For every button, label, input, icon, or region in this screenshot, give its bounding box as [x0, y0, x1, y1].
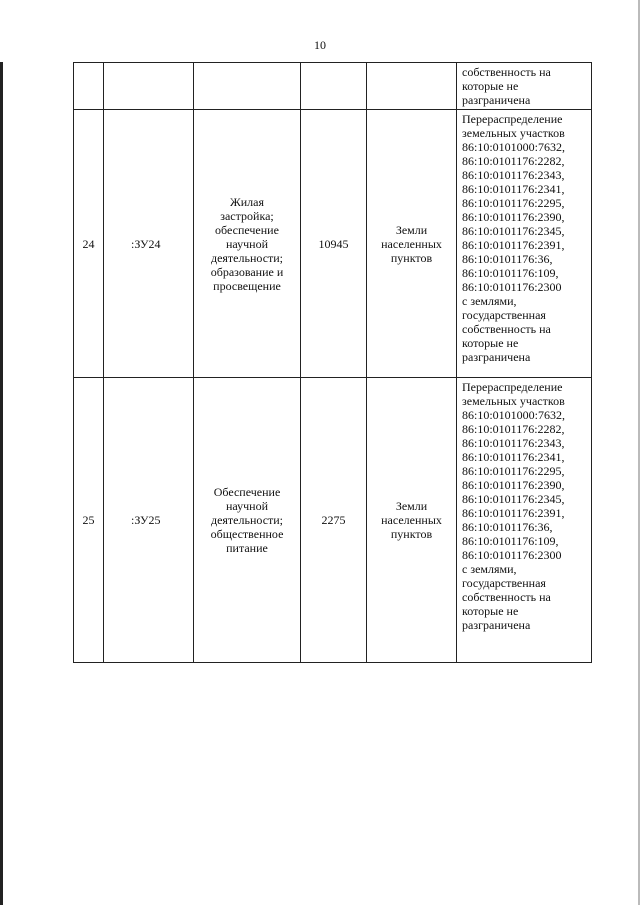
permitted-use — [194, 378, 301, 663]
plot-area: 10945 — [301, 110, 367, 378]
land-category — [367, 110, 457, 378]
formation-method-text: Перераспределение земельных участков 86:10:0101000:7632, 86:10:0101176:2282, 86:10:0101176:2343, 86:10:0101176:2341, 86:10:0101176:2295, 86:10:0101176:2390, 86:10:0101176:2345, 86:10:0101176:2391, 86:10:0101176:36, 86:10:0101176:109, 86:10:0101176:2300 с землями, государственная собственность на которые не разграничена — [462, 112, 566, 364]
cell-category — [367, 63, 457, 110]
permitted-use — [194, 110, 301, 378]
cell-description — [457, 63, 592, 110]
permitted-use-text: Обеспечение научной деятельности; общественное питание — [210, 485, 284, 555]
formation-method — [457, 378, 592, 663]
table-row — [74, 378, 592, 663]
continuation-text: собственность на которые не разграничена — [462, 65, 551, 107]
page-number: 10 — [314, 38, 326, 52]
land-category-text: Земли населенных пунктов — [381, 499, 442, 541]
permitted-use-text: Жилая застройка; обеспечение научной деятельности; образование и просвещение — [210, 194, 284, 293]
land-category — [367, 378, 457, 663]
table-row-continuation — [74, 63, 592, 110]
binding-edge — [0, 62, 3, 905]
plot-code: :ЗУ24 — [104, 110, 194, 378]
formation-method — [457, 110, 592, 378]
cell-use — [194, 63, 301, 110]
land-plot-table — [73, 62, 592, 663]
table-row — [74, 110, 592, 378]
plot-code: :ЗУ25 — [104, 378, 194, 663]
row-number: 25 — [74, 378, 104, 663]
row-number: 24 — [74, 110, 104, 378]
cell-code — [104, 63, 194, 110]
cell-num — [74, 63, 104, 110]
land-category-text: Земли населенных пунктов — [381, 222, 442, 265]
plot-area: 2275 — [301, 378, 367, 663]
formation-method-text: Перераспределение земельных участков 86:10:0101000:7632, 86:10:0101176:2282, 86:10:0101176:2343, 86:10:0101176:2341, 86:10:0101176:2295, 86:10:0101176:2390, 86:10:0101176:2345, 86:10:0101176:2391, 86:10:0101176:36, 86:10:0101176:109, 86:10:0101176:2300 с землями, государственная собственность на которые не разграничена — [462, 380, 566, 632]
cell-area — [301, 63, 367, 110]
